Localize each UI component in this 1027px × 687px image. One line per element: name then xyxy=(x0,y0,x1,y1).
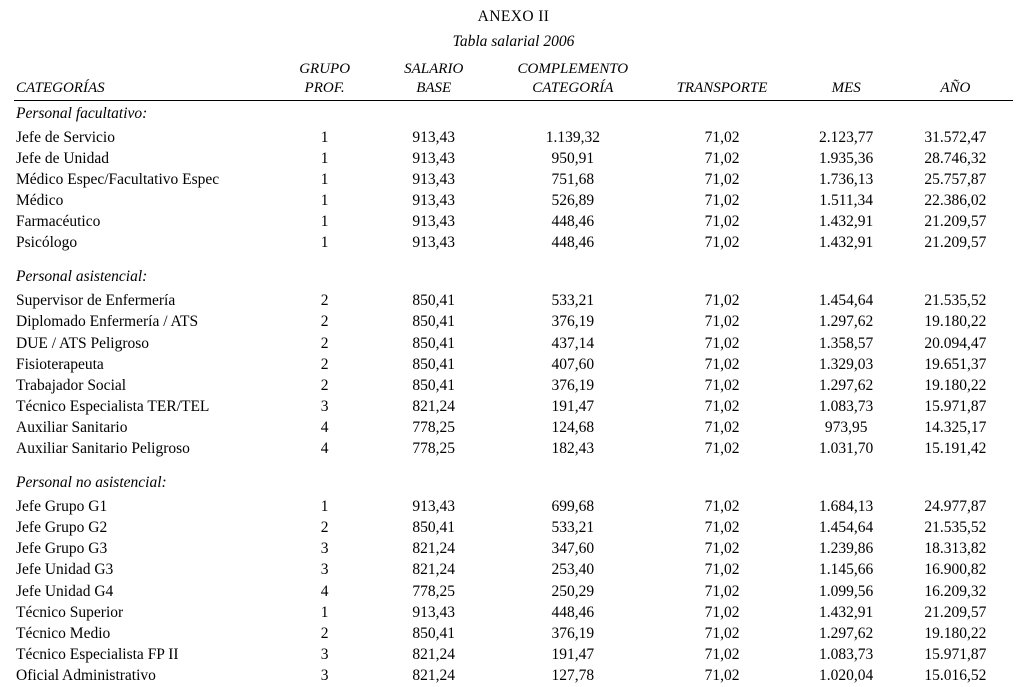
header-row-bottom xyxy=(14,80,1013,100)
table-row xyxy=(14,439,1013,460)
cell-anio: 21.209,57 xyxy=(924,234,987,252)
cell-base: 821,24 xyxy=(412,561,456,579)
cell-anio: 28.746,32 xyxy=(924,149,987,167)
cell-grupo: 2 xyxy=(320,334,329,352)
cell-mes: 1.020,04 xyxy=(819,667,874,685)
table-row xyxy=(14,125,1013,149)
header-row-top xyxy=(14,61,1013,80)
cell-complemento: 437,14 xyxy=(551,334,595,352)
cell-anio: 19.180,22 xyxy=(924,313,987,331)
table-row xyxy=(14,418,1013,439)
table-row xyxy=(14,581,1013,602)
cell-mes: 1.099,56 xyxy=(819,582,874,600)
cell-complemento: 376,19 xyxy=(551,376,595,394)
cell-transporte: 71,02 xyxy=(704,213,740,231)
cell-mes: 1.432,91 xyxy=(819,603,874,621)
table-row xyxy=(14,148,1013,169)
cell-anio: 22.386,02 xyxy=(924,192,987,210)
cell-grupo: 4 xyxy=(320,419,329,437)
section-spacer xyxy=(14,254,1013,264)
cell-anio: 19.651,37 xyxy=(924,355,987,373)
cell-transporte: 71,02 xyxy=(704,624,740,642)
table-row xyxy=(14,602,1013,623)
cell-base: 913,43 xyxy=(412,497,456,515)
cell-complemento: 1.139,32 xyxy=(545,128,600,146)
cell-complemento: 448,46 xyxy=(551,234,595,252)
cell-base: 821,24 xyxy=(412,645,456,663)
cell-grupo: 1 xyxy=(320,234,329,252)
cell-categoria: Psicólogo xyxy=(16,234,78,252)
cell-base: 850,41 xyxy=(412,519,456,537)
table-row xyxy=(14,644,1013,665)
cell-mes: 1.145,66 xyxy=(819,561,874,579)
cell-anio: 21.209,57 xyxy=(924,213,987,231)
cell-anio: 15.191,42 xyxy=(924,440,987,458)
cell-transporte: 71,02 xyxy=(704,376,740,394)
cell-base: 821,24 xyxy=(412,667,456,685)
cell-base: 821,24 xyxy=(412,397,456,415)
cell-complemento: 250,29 xyxy=(551,582,595,600)
cell-mes: 1.736,13 xyxy=(819,171,874,189)
cell-complemento: 533,21 xyxy=(551,292,595,310)
header-anio: AÑO xyxy=(904,80,1013,100)
cell-base: 913,43 xyxy=(412,192,456,210)
table-row xyxy=(14,623,1013,644)
cell-complemento: 182,43 xyxy=(551,440,595,458)
cell-mes: 973,95 xyxy=(824,419,868,437)
header-mes-blank xyxy=(795,61,904,80)
cell-base: 850,41 xyxy=(412,624,456,642)
table-row xyxy=(14,354,1013,375)
cell-complemento: 950,91 xyxy=(551,149,595,167)
cell-grupo: 1 xyxy=(320,213,329,231)
cell-categoria: Jefe Grupo G1 xyxy=(16,497,108,515)
cell-mes: 1.358,57 xyxy=(819,334,874,352)
cell-transporte: 71,02 xyxy=(704,171,740,189)
cell-anio: 24.977,87 xyxy=(924,497,987,515)
cell-base: 778,25 xyxy=(412,582,456,600)
table-body xyxy=(14,100,1013,687)
cell-base: 821,24 xyxy=(412,540,456,558)
cell-base: 850,41 xyxy=(412,334,456,352)
cell-categoria: DUE / ATS Peligroso xyxy=(16,334,150,352)
table-row xyxy=(14,539,1013,560)
cell-complemento: 448,46 xyxy=(551,603,595,621)
cell-mes: 1.329,03 xyxy=(819,355,874,373)
cell-transporte: 71,02 xyxy=(704,603,740,621)
cell-categoria: Jefe Unidad G4 xyxy=(16,582,114,600)
cell-base: 850,41 xyxy=(412,376,456,394)
section-heading: Personal facultativo: xyxy=(16,104,148,122)
table-row xyxy=(14,666,1013,687)
table-row xyxy=(14,288,1013,312)
cell-mes: 1.083,73 xyxy=(819,645,874,663)
cell-complemento: 407,60 xyxy=(551,355,595,373)
table-row xyxy=(14,170,1013,191)
cell-complemento: 533,21 xyxy=(551,519,595,537)
cell-base: 850,41 xyxy=(412,313,456,331)
cell-categoria: Jefe Grupo G2 xyxy=(16,519,108,537)
table-row xyxy=(14,233,1013,254)
cell-grupo: 2 xyxy=(320,313,329,331)
cell-transporte: 71,02 xyxy=(704,540,740,558)
cell-transporte: 71,02 xyxy=(704,497,740,515)
cell-complemento: 253,40 xyxy=(551,561,595,579)
cell-anio: 16.209,32 xyxy=(924,582,987,600)
cell-mes: 1.297,62 xyxy=(819,376,874,394)
header-categorias-blank xyxy=(14,61,278,80)
cell-categoria: Técnico Especialista TER/TEL xyxy=(16,397,210,415)
cell-grupo: 1 xyxy=(320,603,329,621)
cell-grupo: 3 xyxy=(320,561,329,579)
cell-complemento: 526,89 xyxy=(551,192,595,210)
table-row xyxy=(14,212,1013,233)
cell-mes: 1.297,62 xyxy=(819,313,874,331)
cell-complemento: 751,68 xyxy=(551,171,595,189)
cell-anio: 21.535,52 xyxy=(924,292,987,310)
cell-anio: 25.757,87 xyxy=(924,171,987,189)
cell-grupo: 3 xyxy=(320,667,329,685)
cell-transporte: 71,02 xyxy=(704,519,740,537)
cell-complemento: 376,19 xyxy=(551,624,595,642)
section-spacer xyxy=(14,460,1013,470)
cell-transporte: 71,02 xyxy=(704,582,740,600)
cell-mes: 1.297,62 xyxy=(819,624,874,642)
cell-mes: 1.935,36 xyxy=(819,149,874,167)
cell-anio: 20.094,47 xyxy=(924,334,987,352)
cell-mes: 1.031,70 xyxy=(819,440,874,458)
cell-grupo: 3 xyxy=(320,540,329,558)
table-row xyxy=(14,191,1013,212)
cell-mes: 2.123,77 xyxy=(819,128,874,146)
cell-mes: 1.511,34 xyxy=(819,192,874,210)
table-header xyxy=(14,61,1013,100)
cell-transporte: 71,02 xyxy=(704,334,740,352)
cell-anio: 15.016,52 xyxy=(924,667,987,685)
header-grupo-prof-line2: PROF. xyxy=(278,80,377,100)
cell-anio: 21.535,52 xyxy=(924,519,987,537)
cell-categoria: Trabajador Social xyxy=(16,376,127,394)
table-row xyxy=(14,375,1013,396)
cell-base: 913,43 xyxy=(412,213,456,231)
cell-complemento: 448,46 xyxy=(551,213,595,231)
table-row xyxy=(14,560,1013,581)
cell-categoria: Técnico Superior xyxy=(16,603,124,621)
document-title: ANEXO II xyxy=(477,8,550,25)
section-heading: Personal no asistencial: xyxy=(16,473,167,491)
section-heading-row xyxy=(14,100,1013,125)
cell-transporte: 71,02 xyxy=(704,440,740,458)
header-complemento-line1: COMPLEMENTO xyxy=(517,61,629,77)
cell-categoria: Jefe Grupo G3 xyxy=(16,540,108,558)
table-row xyxy=(14,312,1013,333)
section-heading-row xyxy=(14,264,1013,288)
cell-grupo: 3 xyxy=(320,397,329,415)
section-heading: Personal asistencial: xyxy=(16,268,148,286)
cell-categoria: Supervisor de Enfermería xyxy=(16,292,176,310)
cell-transporte: 71,02 xyxy=(704,645,740,663)
cell-categoria: Técnico Medio xyxy=(16,624,111,642)
header-transporte: TRANSPORTE xyxy=(655,80,794,100)
cell-mes: 1.454,64 xyxy=(819,292,874,310)
cell-categoria: Médico Espec/Facultativo Espec xyxy=(16,171,220,189)
spacer-cell xyxy=(14,254,1013,264)
cell-anio: 19.180,22 xyxy=(924,376,987,394)
cell-complemento: 124,68 xyxy=(551,419,595,437)
cell-grupo: 2 xyxy=(320,355,329,373)
cell-grupo: 1 xyxy=(320,192,329,210)
document-subtitle: Tabla salarial 2006 xyxy=(452,33,575,50)
cell-base: 913,43 xyxy=(412,149,456,167)
cell-categoria: Jefe de Servicio xyxy=(16,128,115,146)
cell-complemento: 699,68 xyxy=(551,497,595,515)
cell-grupo: 4 xyxy=(320,440,329,458)
header-transporte-blank xyxy=(655,61,794,80)
table-row xyxy=(14,396,1013,417)
cell-transporte: 71,02 xyxy=(704,355,740,373)
cell-categoria: Diplomado Enfermería / ATS xyxy=(16,313,199,331)
cell-base: 850,41 xyxy=(412,355,456,373)
cell-base: 913,43 xyxy=(412,171,456,189)
cell-transporte: 71,02 xyxy=(704,313,740,331)
header-grupo-prof-line1: GRUPO xyxy=(299,61,351,77)
cell-complemento: 191,47 xyxy=(551,397,595,415)
cell-transporte: 71,02 xyxy=(704,149,740,167)
cell-mes: 1.432,91 xyxy=(819,234,874,252)
cell-grupo: 2 xyxy=(320,376,329,394)
cell-anio: 15.971,87 xyxy=(924,645,987,663)
header-categorias: CATEGORÍAS xyxy=(14,80,278,100)
header-salario-base-line1: SALARIO xyxy=(404,61,464,77)
cell-categoria: Jefe de Unidad xyxy=(16,149,109,167)
cell-base: 913,43 xyxy=(412,128,456,146)
cell-base: 850,41 xyxy=(412,292,456,310)
cell-grupo: 2 xyxy=(320,519,329,537)
cell-complemento: 191,47 xyxy=(551,645,595,663)
cell-grupo: 2 xyxy=(320,624,329,642)
cell-anio: 31.572,47 xyxy=(924,128,987,146)
section-heading-row xyxy=(14,470,1013,494)
cell-mes: 1.454,64 xyxy=(819,519,874,537)
cell-categoria: Farmacéutico xyxy=(16,213,101,231)
table-row xyxy=(14,333,1013,354)
cell-grupo: 1 xyxy=(320,149,329,167)
header-salario-base-line2: BASE xyxy=(377,80,496,100)
cell-mes: 1.432,91 xyxy=(819,213,874,231)
cell-complemento: 347,60 xyxy=(551,540,595,558)
cell-categoria: Jefe Unidad G3 xyxy=(16,561,114,579)
cell-transporte: 71,02 xyxy=(704,128,740,146)
cell-categoria: Oficial Administrativo xyxy=(16,667,156,685)
cell-mes: 1.239,86 xyxy=(819,540,874,558)
cell-grupo: 1 xyxy=(320,171,329,189)
cell-mes: 1.083,73 xyxy=(819,397,874,415)
cell-mes: 1.684,13 xyxy=(819,497,874,515)
spacer-cell xyxy=(14,460,1013,470)
cell-base: 778,25 xyxy=(412,419,456,437)
cell-base: 913,43 xyxy=(412,603,456,621)
table-row xyxy=(14,518,1013,539)
cell-categoria: Auxiliar Sanitario xyxy=(16,419,128,437)
cell-transporte: 71,02 xyxy=(704,292,740,310)
cell-transporte: 71,02 xyxy=(704,192,740,210)
cell-categoria: Fisioterapeuta xyxy=(16,355,104,373)
cell-grupo: 3 xyxy=(320,645,329,663)
cell-transporte: 71,02 xyxy=(704,397,740,415)
cell-categoria: Médico xyxy=(16,192,64,210)
cell-complemento: 376,19 xyxy=(551,313,595,331)
cell-transporte: 71,02 xyxy=(704,234,740,252)
header-mes: MES xyxy=(795,80,904,100)
cell-anio: 18.313,82 xyxy=(924,540,987,558)
cell-transporte: 71,02 xyxy=(704,667,740,685)
cell-base: 913,43 xyxy=(412,234,456,252)
header-complemento-line2: CATEGORÍA xyxy=(496,80,655,100)
cell-transporte: 71,02 xyxy=(704,419,740,437)
cell-categoria: Técnico Especialista FP II xyxy=(16,645,179,663)
cell-grupo: 2 xyxy=(320,292,329,310)
cell-grupo: 1 xyxy=(320,128,329,146)
cell-grupo: 4 xyxy=(320,582,329,600)
salary-table xyxy=(14,61,1013,687)
header-anio-blank xyxy=(904,61,1013,80)
cell-anio: 21.209,57 xyxy=(924,603,987,621)
cell-base: 778,25 xyxy=(412,440,456,458)
cell-complemento: 127,78 xyxy=(551,667,595,685)
cell-anio: 19.180,22 xyxy=(924,624,987,642)
cell-anio: 16.900,82 xyxy=(924,561,987,579)
cell-grupo: 1 xyxy=(320,497,329,515)
table-row xyxy=(14,494,1013,518)
cell-anio: 15.971,87 xyxy=(924,397,987,415)
cell-anio: 14.325,17 xyxy=(924,419,987,437)
cell-transporte: 71,02 xyxy=(704,561,740,579)
cell-categoria: Auxiliar Sanitario Peligroso xyxy=(16,440,190,458)
